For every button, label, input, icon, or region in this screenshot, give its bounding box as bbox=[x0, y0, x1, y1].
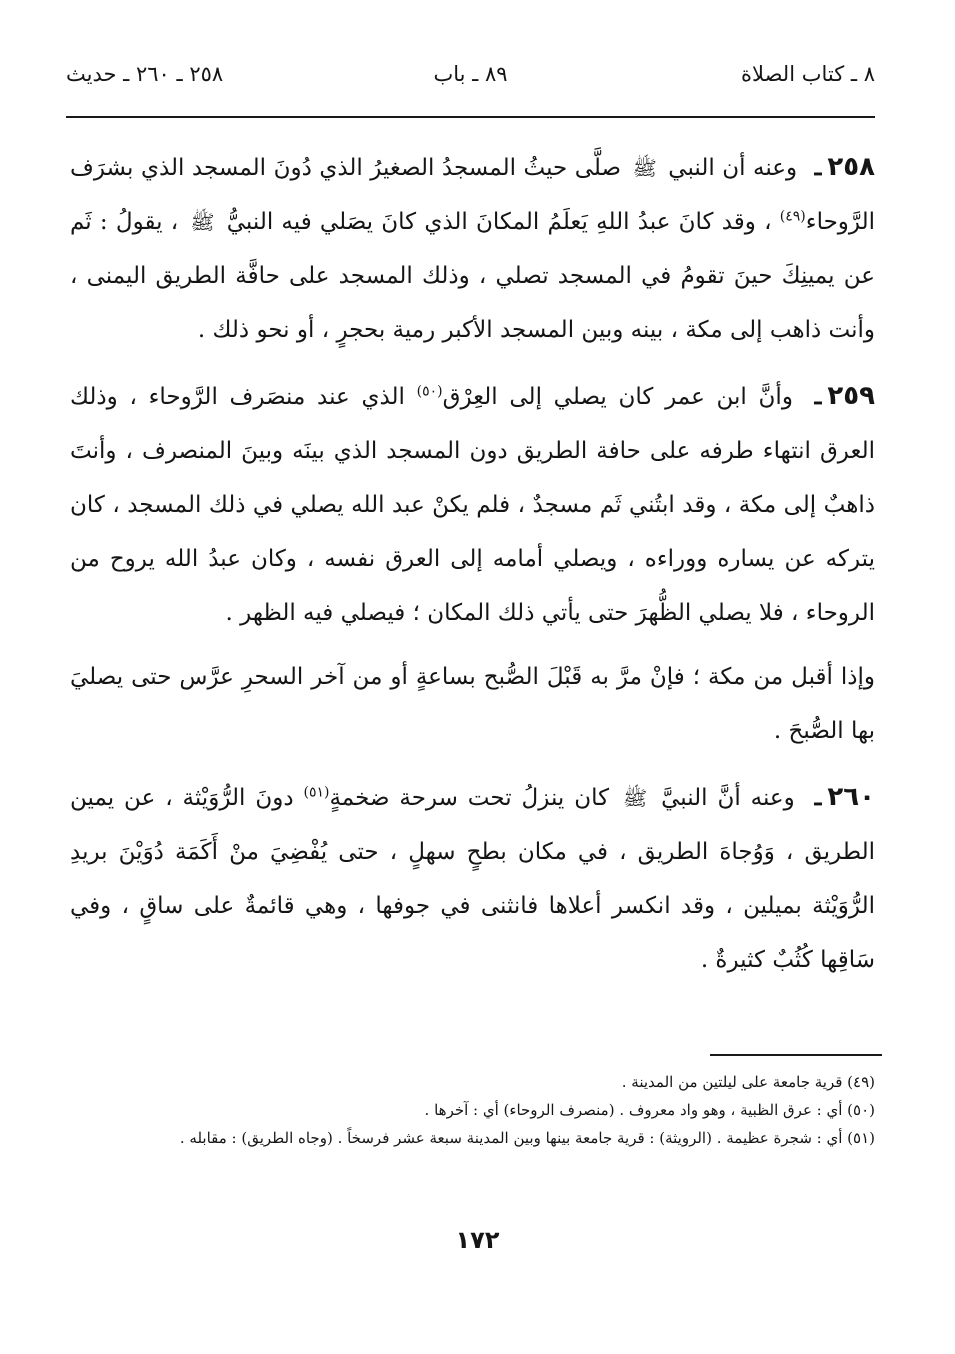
hadith-text: وعنه أن النبي bbox=[668, 155, 798, 181]
hadith-text: ، وقد كانَ عبدُ اللهِ يَعلَمُ المكانَ الذي كانَ يصَلي فيه النبيُّ bbox=[226, 209, 772, 235]
hadith-text: ، يقولُ : ثَم عن يمينِكَ حينَ تقومُ في المسجد تصلي ، وذلك المسجد على حافَّة الطريق اليمنى ، وأنت ذاهب إلى مكة ، بينه وبين المسجد الأكبر رمية بحجرٍ ، أو نحو ذلك . bbox=[70, 209, 875, 343]
number-dash: ـ bbox=[814, 154, 822, 181]
hadith-259 bbox=[70, 369, 875, 640]
footnote-reference: (٥١) bbox=[303, 784, 330, 801]
number-dash: ـ bbox=[814, 784, 822, 811]
footnote-reference: (٥٠) bbox=[416, 383, 443, 400]
footnote-50: (٥٠) أي : عرق الظبية ، وهو واد معروف . (منصرف الروحاء) أي : آخرها . bbox=[424, 1101, 875, 1119]
header-hadith-range: ٢٥٨ ـ ٢٦٠ ـ حديث bbox=[66, 62, 224, 86]
salutation-glyph: ﷺ bbox=[622, 786, 648, 810]
hadith-number: ٢٦٠ bbox=[827, 782, 876, 812]
hadith-text: وأنَّ ابن عمر كان يصلي إلى العِرْق bbox=[442, 384, 793, 410]
footnote-reference: (٤٩) bbox=[779, 208, 806, 225]
header-divider bbox=[66, 116, 875, 118]
hadith-259-continuation bbox=[70, 650, 875, 758]
hadith-text: صلَّى حيثُ المسجدُ الصغيرُ الذي دُونَ المسجد الذي بشرَف الرَّوحاء bbox=[70, 155, 875, 235]
hadith-258 bbox=[70, 140, 875, 357]
header-section: ٨٩ ـ باب bbox=[433, 62, 508, 86]
footnote-divider bbox=[710, 1054, 882, 1056]
hadith-text: دونَ الرُّوَيْثة ، عن يمين الطريق ، وَوُجاهَ الطريق ، في مكان بطحٍ سهلٍ ، حتى يُفْضِيَ منْ أَكَمَة دُوَيْنَ بريدِ الرُّوَيْثة بميلين ، وقد انكسر أعلاها فانثنى في جوفها ، وهي قائمةٌ على ساقٍ ، وفي سَاقِها كُثُبٌ كثيرةٌ . bbox=[70, 785, 875, 973]
main-text bbox=[70, 140, 875, 999]
hadith-260 bbox=[70, 770, 875, 987]
salutation-glyph: ﷺ bbox=[190, 210, 215, 234]
number-dash: ـ bbox=[814, 383, 822, 410]
footnotes bbox=[70, 1068, 875, 1152]
hadith-text: وإذا أقبل من مكة ؛ فإنْ مرَّ به قَبْلَ الصُّبح بساعةٍ أو من آخر السحرِ عرَّس حتى يصليَ بها الصُّبحَ . bbox=[70, 664, 875, 744]
footnote-49: (٤٩) قرية جامعة على ليلتين من المدينة . bbox=[621, 1073, 875, 1091]
footnote-51: (٥١) أي : شجرة عظيمة . (الرويثة) : قرية جامعة بينها وبين المدينة سبعة عشر فرسخاً . (وجاه الطريق) : مقابله . bbox=[179, 1129, 875, 1147]
hadith-number: ٢٥٨ bbox=[827, 152, 875, 182]
page-number: ١٧٢ bbox=[455, 1226, 500, 1254]
hadith-text: الذي عند منصَرف الرَّوحاء ، وذلك العرق انتهاء طرفه على حافة الطريق دون المسجد الذي بينَه وبينَ المنصرف ، وأنتَ ذاهبٌ إلى مكة ، وقد ابتُني ثَم مسجدٌ ، فلم يكنْ عبد الله يصلي في ذلك المسجد ، كان يتركه عن يساره ووراءه ، ويصلي أمامه إلى العرق نفسه ، وكان عبدُ الله يروح من الروحاء ، فلا يصلي الظُّهرَ حتى يأتي ذلك المكان ؛ فيصلي فيه الظهر . bbox=[70, 384, 875, 626]
hadith-text: وعنه أنَّ النبيَّ bbox=[661, 785, 795, 811]
salutation-glyph: ﷺ bbox=[632, 156, 657, 180]
hadith-text: كان ينزلُ تحت سرحة ضخمةٍ bbox=[329, 785, 610, 811]
header-chapter: ٨ ـ كتاب الصلاة bbox=[741, 62, 875, 86]
running-header bbox=[66, 60, 875, 106]
hadith-number: ٢٥٩ bbox=[827, 381, 875, 411]
